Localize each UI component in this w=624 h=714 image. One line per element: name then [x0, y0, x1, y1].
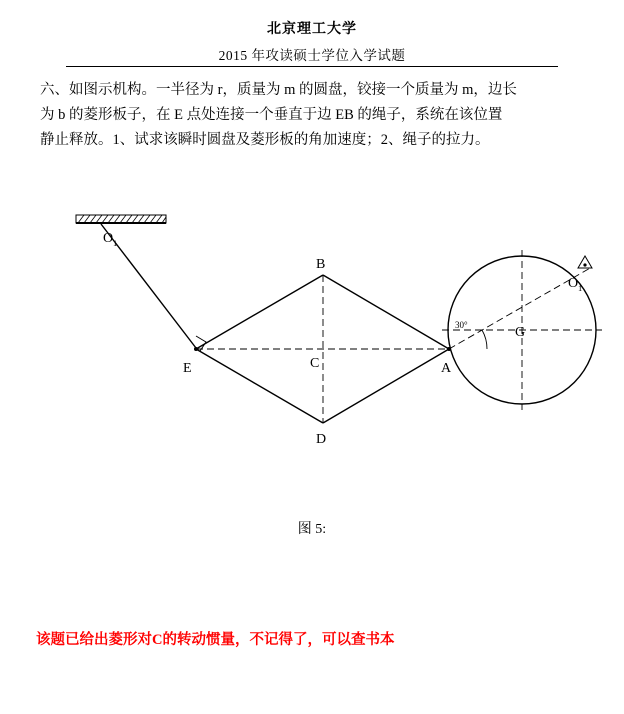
ceiling-support — [76, 215, 166, 223]
label-angle-30: 30° — [455, 320, 468, 330]
figure-caption: 图 5: — [297, 522, 327, 537]
figure-svg — [0, 190, 624, 520]
joint-a — [447, 347, 451, 351]
red-annotation: 该题已给出菱形对C的转动惯量，不记得了，可以查书本 — [36, 632, 395, 648]
label-a: A — [441, 361, 452, 376]
problem-statement — [40, 78, 586, 153]
exam-subtitle: 2015 年攻读硕士学位入学试题 — [218, 48, 406, 63]
label-e: E — [183, 361, 192, 376]
problem-line-3: 静止释放。1、试求该瞬时圆盘及菱形板的角加速度；2、绳子的拉力。 — [40, 132, 490, 148]
label-o2: O — [568, 276, 579, 291]
label-o1: O — [103, 231, 114, 246]
pin-joint-o2 — [578, 256, 592, 268]
angle-arc-30 — [482, 330, 487, 349]
mechanism-figure — [0, 190, 624, 520]
joint-e — [194, 347, 198, 351]
problem-line-2: 为 b 的菱形板子，在 E 点处连接一个垂直于边 EB 的绳子，系统在该位置 — [40, 107, 503, 123]
problem-line-1: 六、如图示机构。一半径为 r，质量为 m 的圆盘，铰接一个质量为 m，边长 — [40, 82, 517, 98]
label-o1-sub: 1 — [113, 238, 118, 248]
page-header — [0, 0, 624, 64]
label-b: B — [316, 257, 326, 272]
university-title: 北京理工大学 — [267, 22, 357, 37]
label-g: G — [515, 325, 526, 340]
header-divider — [66, 66, 558, 67]
label-o2-sub: 1 — [578, 283, 583, 293]
label-d: D — [316, 432, 327, 447]
figure-labels — [103, 231, 582, 447]
label-c: C — [310, 356, 320, 371]
